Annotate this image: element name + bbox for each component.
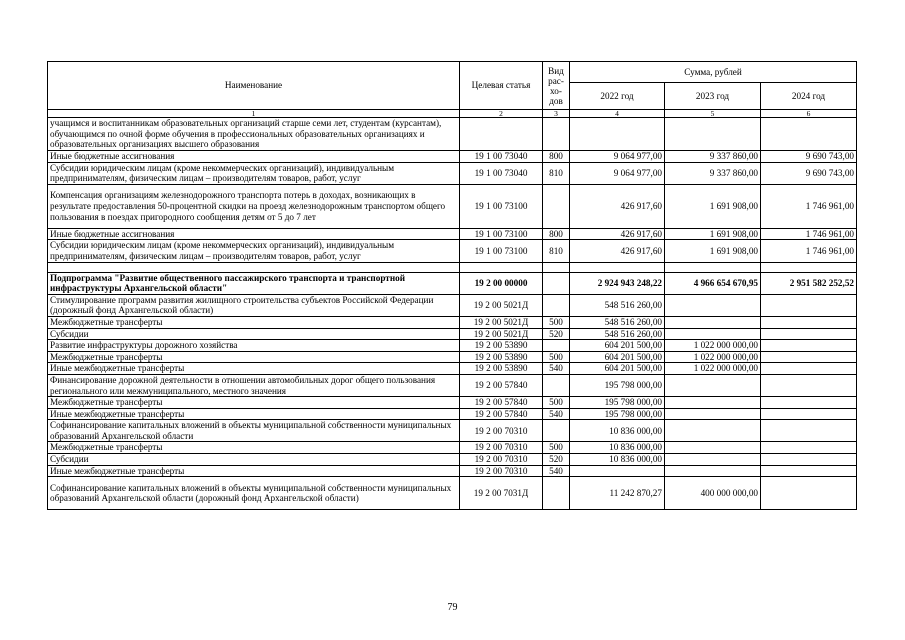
row-code: 19 2 00 70310	[460, 420, 543, 442]
table-row	[48, 162, 857, 184]
row-2024	[761, 477, 857, 510]
row-2024	[761, 340, 857, 352]
row-name: Развитие инфраструктуры дорожного хозяйства	[48, 340, 460, 352]
row-kind: 540	[543, 465, 570, 477]
row-code: 19 2 00 00000	[460, 272, 543, 294]
row-2022: 2 924 943 248,22	[570, 272, 665, 294]
row-name: Субсидии юридическим лицам (кроме некоммерческих организаций), индивидуальным предпринимателям, физическим лицам – производителям товаров, работ, услуг	[48, 162, 460, 184]
row-kind	[543, 294, 570, 316]
row-2023: 1 691 908,00	[665, 184, 761, 228]
row-2022: 11 242 870,27	[570, 477, 665, 510]
row-name: Субсидии юридическим лицам (кроме некоммерческих организаций), индивидуальным предпринимателям, физическим лицам – производителям товаров, работ, услуг	[48, 240, 460, 262]
row-name: Софинансирование капитальных вложений в объекты муниципальной собственности муниципальных образований Архангельской области	[48, 420, 460, 442]
row-2024: 2 951 582 252,52	[761, 272, 857, 294]
row-code: 19 2 00 57840	[460, 408, 543, 420]
row-2024	[761, 294, 857, 316]
row-2024: 1 746 961,00	[761, 228, 857, 240]
row-code: 19 1 00 73040	[460, 162, 543, 184]
row-2022: 548 516 260,00	[570, 294, 665, 316]
row-2022: 10 836 000,00	[570, 454, 665, 466]
row-2023	[665, 454, 761, 466]
header-year-2024: 2024 год	[761, 83, 857, 110]
row-2022	[570, 118, 665, 151]
row-code: 19 2 00 7031Д	[460, 477, 543, 510]
row-2024: 1 746 961,00	[761, 240, 857, 262]
row-2023	[665, 465, 761, 477]
row-name: учащимся и воспитанникам образовательных организаций старше семи лет, студентам (курсантам), обучающимся по очной форме обучения в профессиональных образовательных организациях и образовательных организациях высшего образования	[48, 118, 460, 151]
table-row	[48, 363, 857, 375]
row-2024	[761, 454, 857, 466]
row-kind	[543, 184, 570, 228]
row-name: Межбюджетные трансферты	[48, 397, 460, 409]
row-code	[460, 118, 543, 151]
row-name: Субсидии	[48, 328, 460, 340]
row-code: 19 1 00 73040	[460, 151, 543, 163]
row-2024	[761, 351, 857, 363]
row-2022: 9 064 977,00	[570, 151, 665, 163]
row-kind: 810	[543, 162, 570, 184]
row-2023: 9 337 860,00	[665, 162, 761, 184]
row-2022: 195 798 000,00	[570, 374, 665, 396]
row-2024	[761, 442, 857, 454]
row-code: 19 2 00 53890	[460, 340, 543, 352]
row-kind	[543, 340, 570, 352]
header-expense-kind: Вид рас-хо-дов	[543, 62, 570, 110]
column-number: 6	[761, 110, 857, 118]
column-number: 3	[543, 110, 570, 118]
row-name: Иные бюджетные ассигнования	[48, 228, 460, 240]
table-row	[48, 240, 857, 262]
table-row	[48, 184, 857, 228]
row-2022: 548 516 260,00	[570, 316, 665, 328]
row-2024: 9 690 743,00	[761, 162, 857, 184]
row-code: 19 2 00 70310	[460, 442, 543, 454]
row-2022: 195 798 000,00	[570, 408, 665, 420]
row-kind	[543, 118, 570, 151]
row-2022: 548 516 260,00	[570, 328, 665, 340]
row-2023	[665, 316, 761, 328]
header-target-article: Целевая статья	[460, 62, 543, 110]
row-name: Межбюджетные трансферты	[48, 442, 460, 454]
row-2023: 1 022 000 000,00	[665, 351, 761, 363]
row-2024	[761, 118, 857, 151]
row-2024	[761, 397, 857, 409]
row-kind: 520	[543, 328, 570, 340]
row-2022: 604 201 500,00	[570, 351, 665, 363]
column-number: 5	[665, 110, 761, 118]
row-kind: 800	[543, 151, 570, 163]
row-2024	[761, 328, 857, 340]
row-2023: 1 691 908,00	[665, 228, 761, 240]
row-name: Субсидии	[48, 454, 460, 466]
row-name: Финансирование дорожной деятельности в отношении автомобильных дорог общего пользования регионального или межмуниципального, местного значения	[48, 374, 460, 396]
row-kind: 800	[543, 228, 570, 240]
row-2023: 4 966 654 670,95	[665, 272, 761, 294]
row-2022: 195 798 000,00	[570, 397, 665, 409]
row-2022: 10 836 000,00	[570, 420, 665, 442]
table-row	[48, 151, 857, 163]
row-kind: 500	[543, 442, 570, 454]
row-kind: 540	[543, 408, 570, 420]
row-code: 19 1 00 73100	[460, 240, 543, 262]
row-kind: 810	[543, 240, 570, 262]
row-2024	[761, 316, 857, 328]
row-name: Иные бюджетные ассигнования	[48, 151, 460, 163]
row-code: 19 2 00 53890	[460, 351, 543, 363]
header-year-2022: 2022 год	[570, 83, 665, 110]
row-2023	[665, 420, 761, 442]
row-2024	[761, 420, 857, 442]
row-code: 19 2 00 5021Д	[460, 294, 543, 316]
row-2024	[761, 465, 857, 477]
header-year-2023: 2023 год	[665, 83, 761, 110]
table-row	[48, 408, 857, 420]
row-name: Иные межбюджетные трансферты	[48, 363, 460, 375]
table-row	[48, 465, 857, 477]
table-row	[48, 328, 857, 340]
table-row	[48, 477, 857, 510]
row-name: Подпрограмма "Развитие общественного пассажирского транспорта и транспортной инфраструктуры Архангельской области"	[48, 272, 460, 294]
row-2023: 1 022 000 000,00	[665, 363, 761, 375]
row-code: 19 2 00 57840	[460, 374, 543, 396]
table-row	[48, 442, 857, 454]
row-kind: 520	[543, 454, 570, 466]
row-2023	[665, 397, 761, 409]
row-code: 19 2 00 70310	[460, 454, 543, 466]
row-2022: 604 201 500,00	[570, 340, 665, 352]
row-code: 19 1 00 73100	[460, 228, 543, 240]
row-2023: 1 691 908,00	[665, 240, 761, 262]
row-name: Иные межбюджетные трансферты	[48, 408, 460, 420]
row-name: Межбюджетные трансферты	[48, 316, 460, 328]
row-2023	[665, 408, 761, 420]
table-row	[48, 351, 857, 363]
page-number: 79	[447, 602, 458, 613]
row-name: Компенсация организациям железнодорожного транспорта потерь в доходах, возникающих в результате предоставления 50-процентной скидки на проезд железнодорожным транспортом общего пользования в поездах пригородного сообщения детям от 5 до 7 лет	[48, 184, 460, 228]
row-2024	[761, 363, 857, 375]
row-2024	[761, 408, 857, 420]
header-name: Наименование	[48, 62, 460, 110]
row-code: 19 2 00 53890	[460, 363, 543, 375]
row-2023	[665, 118, 761, 151]
row-2023	[665, 328, 761, 340]
row-2022: 9 064 977,00	[570, 162, 665, 184]
row-2022: 426 917,60	[570, 228, 665, 240]
row-kind: 500	[543, 316, 570, 328]
spacer-row	[48, 262, 857, 272]
row-kind	[543, 374, 570, 396]
row-kind	[543, 420, 570, 442]
row-code: 19 2 00 57840	[460, 397, 543, 409]
row-2022: 604 201 500,00	[570, 363, 665, 375]
row-2022: 10 836 000,00	[570, 442, 665, 454]
table-row	[48, 228, 857, 240]
header-sum: Сумма, рублей	[570, 62, 857, 83]
table-row	[48, 118, 857, 151]
row-name: Иные межбюджетные трансферты	[48, 465, 460, 477]
table-row	[48, 316, 857, 328]
row-kind: 540	[543, 363, 570, 375]
row-2023: 400 000 000,00	[665, 477, 761, 510]
table-row	[48, 420, 857, 442]
row-kind	[543, 272, 570, 294]
table-row-subprogram	[48, 272, 857, 294]
table-row	[48, 294, 857, 316]
row-code: 19 1 00 73100	[460, 184, 543, 228]
row-2022: 426 917,60	[570, 184, 665, 228]
row-2024: 9 690 743,00	[761, 151, 857, 163]
row-2023	[665, 294, 761, 316]
row-2023	[665, 442, 761, 454]
table-row	[48, 454, 857, 466]
column-number: 2	[460, 110, 543, 118]
row-2023: 1 022 000 000,00	[665, 340, 761, 352]
row-2024: 1 746 961,00	[761, 184, 857, 228]
table-row	[48, 397, 857, 409]
row-2024	[761, 374, 857, 396]
row-2022: 426 917,60	[570, 240, 665, 262]
row-2022	[570, 465, 665, 477]
column-number: 4	[570, 110, 665, 118]
budget-table	[47, 61, 857, 510]
table-row	[48, 374, 857, 396]
row-code: 19 2 00 5021Д	[460, 328, 543, 340]
row-code: 19 2 00 70310	[460, 465, 543, 477]
row-2023	[665, 374, 761, 396]
row-name: Межбюджетные трансферты	[48, 351, 460, 363]
row-name: Софинансирование капитальных вложений в объекты муниципальной собственности муниципальных образований Архангельской области (дорожный фонд Архангельской области)	[48, 477, 460, 510]
row-kind	[543, 477, 570, 510]
row-kind: 500	[543, 397, 570, 409]
row-kind: 500	[543, 351, 570, 363]
column-number: 1	[48, 110, 460, 118]
row-code: 19 2 00 5021Д	[460, 316, 543, 328]
row-name: Стимулирование программ развития жилищного строительства субъектов Российской Федерации (дорожный фонд Архангельской области)	[48, 294, 460, 316]
row-2023: 9 337 860,00	[665, 151, 761, 163]
table-row	[48, 340, 857, 352]
